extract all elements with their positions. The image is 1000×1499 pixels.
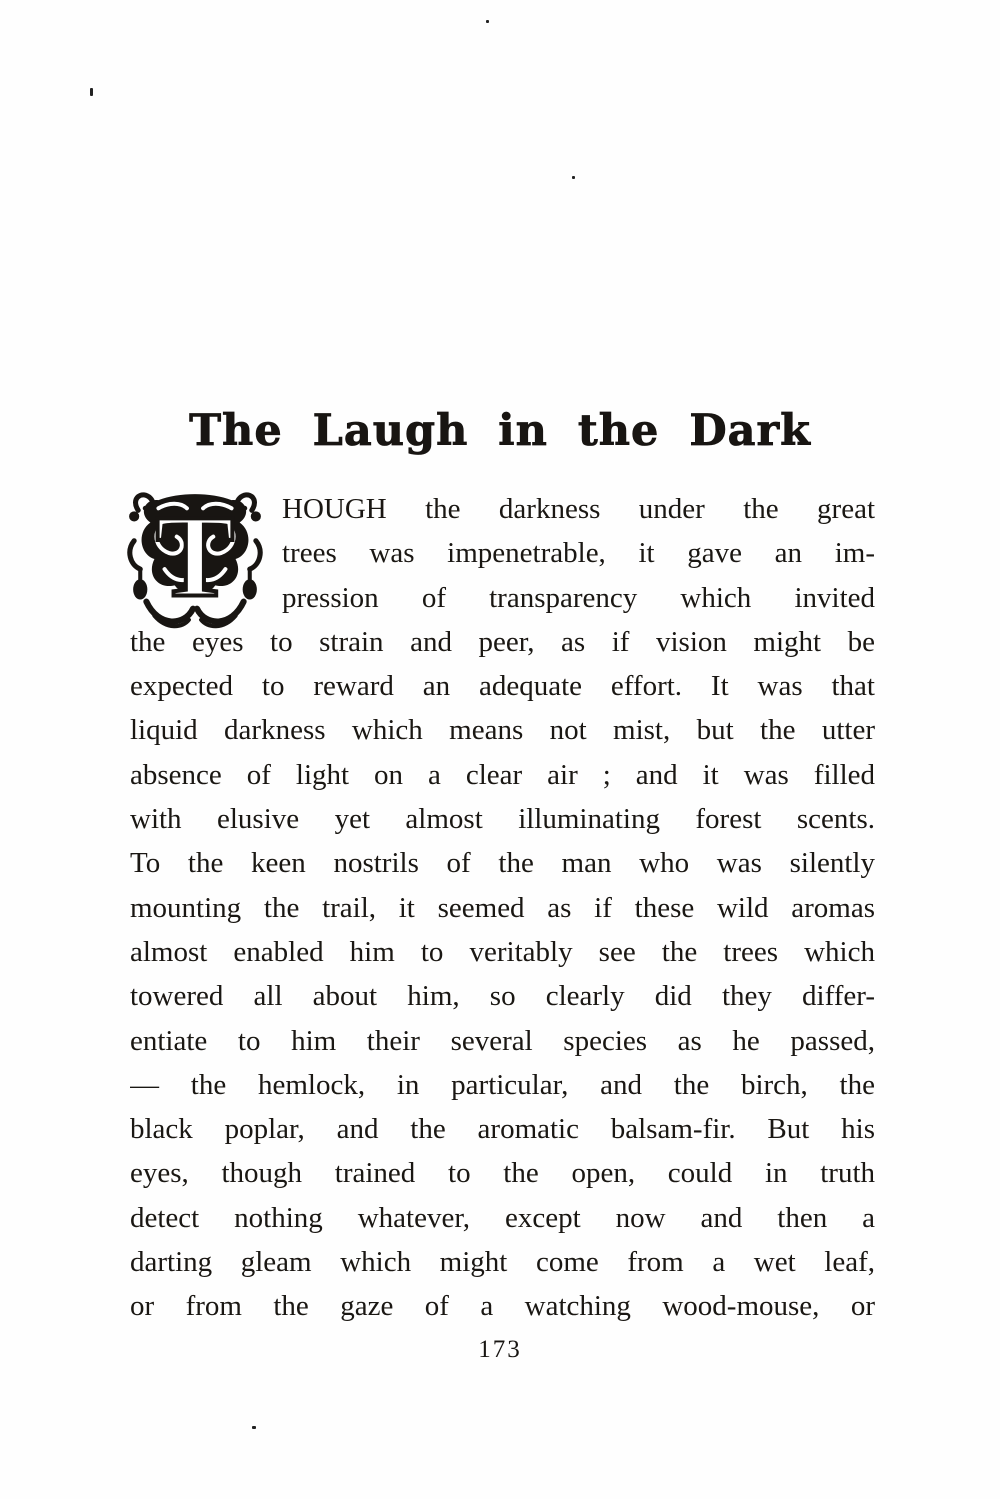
paragraph-line: towered all about him, so clearly did they differ- bbox=[130, 980, 875, 1013]
paragraph-line: the eyes to strain and peer, as if vision might be bbox=[130, 625, 875, 658]
paragraph-line: pression of transparency which invited bbox=[282, 581, 875, 614]
paragraph-line: entiate to him their several species as he passed, bbox=[130, 1024, 875, 1057]
paragraph-line: HOUGH the darkness under the great bbox=[282, 493, 875, 525]
paragraph-line: trees was impenetrable, it gave an im- bbox=[282, 537, 875, 570]
paragraph-line: absence of light on a clear air ; and it was filled bbox=[130, 758, 875, 791]
paragraph-line: darting gleam which might come from a wet leaf, bbox=[130, 1246, 875, 1279]
paragraph-line: black poplar, and the aromatic balsam-fir. But his bbox=[130, 1113, 875, 1146]
paragraph-line: eyes, though trained to the open, could in truth bbox=[130, 1157, 875, 1190]
paragraph-line: almost enabled him to veritably see the trees which bbox=[130, 935, 875, 968]
paragraph-line: liquid darkness which means not mist, but the utter bbox=[130, 714, 875, 747]
paragraph-line: with elusive yet almost illuminating forest scents. bbox=[130, 803, 875, 836]
page-number: 173 bbox=[478, 1336, 522, 1363]
scan-speck bbox=[90, 88, 93, 96]
paragraph-line: detect nothing whatever, except now and then a bbox=[130, 1201, 875, 1234]
drop-cap-letter: T bbox=[155, 491, 235, 622]
chapter-title: The Laugh in the Dark bbox=[189, 406, 811, 456]
paragraph-line: or from the gaze of a watching wood-mouse, or bbox=[130, 1290, 875, 1323]
body-paragraph bbox=[130, 487, 875, 1329]
scan-speck bbox=[252, 1426, 256, 1429]
scan-speck bbox=[486, 20, 489, 23]
scan-speck bbox=[572, 176, 575, 179]
paragraph-line: — the hemlock, in particular, and the birch, the bbox=[130, 1068, 875, 1101]
paragraph-line: mounting the trail, it seemed as if these wild aromas bbox=[130, 891, 875, 924]
paragraph-line: To the keen nostrils of the man who was silently bbox=[130, 847, 875, 880]
paragraph-line: expected to reward an adequate effort. It was that bbox=[130, 670, 875, 703]
